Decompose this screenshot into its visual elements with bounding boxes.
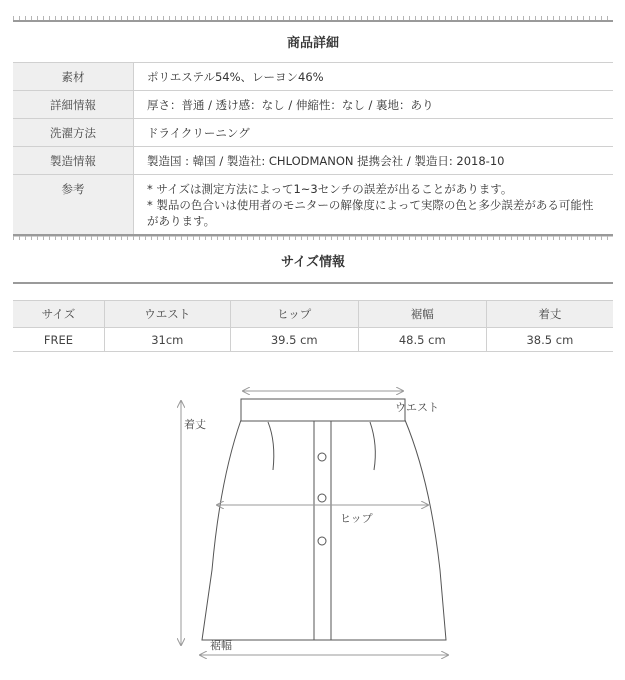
note-line: * サイズは測定方法によって1~3センチの誤差が出ることがあります。 <box>147 182 513 196</box>
size-cell-waist: 31cm <box>104 328 230 352</box>
skirt-button <box>318 494 326 502</box>
detail-title: 商品詳細 <box>286 36 339 51</box>
diagram-label-hem: 裾幅 <box>210 639 232 652</box>
size-header-size: サイズ <box>13 301 104 328</box>
size-cell-length: 38.5 cm <box>486 328 613 352</box>
size-cell-size: FREE <box>13 328 104 352</box>
size-cell-hem: 48.5 cm <box>358 328 486 352</box>
skirt-waistband <box>241 399 405 421</box>
detail-value-info: 厚さ：普通 / 透け感：なし / 伸縮性：なし / 裏地：あり <box>134 91 614 119</box>
size-title: サイズ情報 <box>281 255 345 270</box>
skirt-button <box>318 453 326 461</box>
size-header-waist: ウエスト <box>104 301 230 328</box>
size-cell-hip: 39.5 cm <box>230 328 358 352</box>
size-header-hip: ヒップ <box>230 301 358 328</box>
detail-label-info: 詳細情報 <box>13 91 134 119</box>
detail-label-manufacture: 製造情報 <box>13 147 134 175</box>
detail-label-material: 素材 <box>13 63 134 91</box>
skirt-button <box>318 537 326 545</box>
detail-value-manufacture: 製造国 : 韓国 / 製造社: CHLODMANON 提携会社 / 製造日: 2018-10 <box>134 147 614 175</box>
diagram-label-hip: ヒップ <box>340 512 373 525</box>
size-header-length: 着丈 <box>486 301 613 328</box>
detail-value-material: ポリエステル54%、レーヨン46% <box>134 63 614 91</box>
diagram-label-waist: ウエスト <box>395 401 439 414</box>
detail-value-washing: ドライクリーニング <box>134 119 614 147</box>
size-header-hem: 裾幅 <box>358 301 486 328</box>
detail-label-notes: 参考 <box>13 175 134 237</box>
note-line: * 製品の色合いは使用者のモニターの解像度によって実際の色と多少誤差がある可能性があります。 <box>147 198 594 228</box>
detail-label-washing: 洗濯方法 <box>13 119 134 147</box>
diagram-label-length: 着丈 <box>184 418 206 431</box>
